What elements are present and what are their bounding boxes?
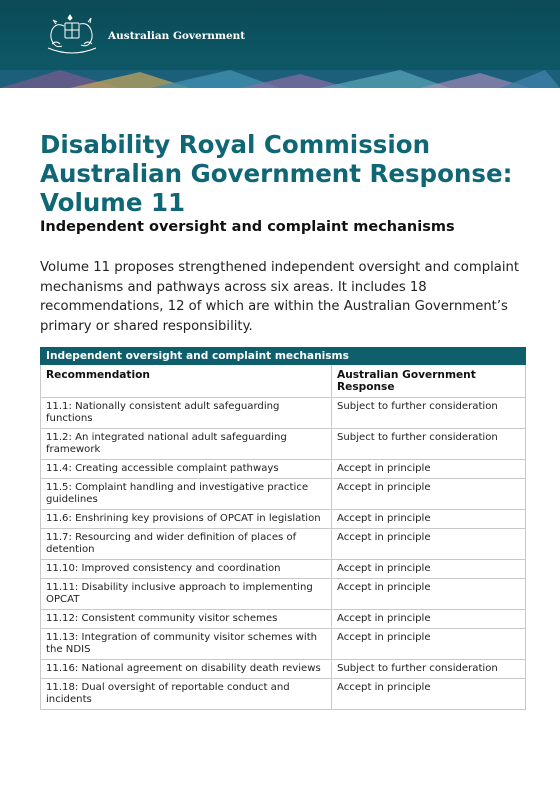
table-row — [41, 429, 526, 460]
table-row — [41, 510, 526, 529]
commonwealth-coat-of-arms-icon — [44, 14, 100, 56]
page-subtitle: Independent oversight and complaint mechanisms — [40, 219, 455, 235]
government-name: Australian Government — [108, 30, 246, 42]
title-line: Australian Government Response: — [40, 159, 513, 188]
table-caption-row — [41, 348, 526, 365]
table-row — [41, 460, 526, 479]
table-row — [41, 560, 526, 579]
response-cell: Subject to further consideration — [332, 398, 526, 429]
response-cell: Accept in principle — [332, 679, 526, 710]
title-line: Disability Royal Commission — [40, 130, 431, 159]
table-row — [41, 679, 526, 710]
recommendation-cell: 11.4: Creating accessible complaint pathways — [41, 460, 332, 479]
table-row — [41, 529, 526, 560]
decorative-banner-strip — [0, 70, 560, 88]
page-title — [40, 130, 520, 217]
recommendations-table — [40, 347, 526, 710]
recommendation-cell: 11.18: Dual oversight of reportable conduct and incidents — [41, 679, 332, 710]
column-header-recommendation: Recommendation — [41, 365, 332, 398]
recommendation-cell: 11.2: An integrated national adult safeguarding framework — [41, 429, 332, 460]
government-banner — [0, 0, 560, 88]
recommendation-cell: 11.13: Integration of community visitor schemes with the NDIS — [41, 629, 332, 660]
recommendation-cell: 11.10: Improved consistency and coordination — [41, 560, 332, 579]
response-cell: Accept in principle — [332, 610, 526, 629]
table-row — [41, 629, 526, 660]
recommendation-cell: 11.1: Nationally consistent adult safeguarding functions — [41, 398, 332, 429]
table-row — [41, 479, 526, 510]
response-cell: Accept in principle — [332, 579, 526, 610]
recommendation-cell: 11.16: National agreement on disability death reviews — [41, 660, 332, 679]
table-row — [41, 660, 526, 679]
table-body — [41, 398, 526, 710]
response-cell: Accept in principle — [332, 629, 526, 660]
intro-paragraph: Volume 11 proposes strengthened independent oversight and complaint mechanisms and pathways across six areas. It includes 18 recommendations, 12 of which are within the Australian Government’s primary or shared responsibility. — [40, 260, 520, 334]
recommendation-cell: 11.11: Disability inclusive approach to implementing OPCAT — [41, 579, 332, 610]
response-cell: Accept in principle — [332, 479, 526, 510]
response-cell: Accept in principle — [332, 560, 526, 579]
recommendation-cell: 11.6: Enshrining key provisions of OPCAT in legislation — [41, 510, 332, 529]
recommendation-cell: 11.7: Resourcing and wider definition of places of detention — [41, 529, 332, 560]
response-cell: Accept in principle — [332, 529, 526, 560]
response-cell: Subject to further consideration — [332, 660, 526, 679]
table-header-row — [41, 365, 526, 398]
recommendation-cell: 11.5: Complaint handling and investigative practice guidelines — [41, 479, 332, 510]
response-cell: Accept in principle — [332, 510, 526, 529]
table-caption: Independent oversight and complaint mechanisms — [41, 348, 526, 365]
column-header-response: Australian Government Response — [332, 365, 526, 398]
response-cell: Accept in principle — [332, 460, 526, 479]
response-cell: Subject to further consideration — [332, 429, 526, 460]
table-row — [41, 398, 526, 429]
recommendation-cell: 11.12: Consistent community visitor schemes — [41, 610, 332, 629]
table-row — [41, 610, 526, 629]
title-line: Volume 11 — [40, 188, 186, 217]
table-row — [41, 579, 526, 610]
